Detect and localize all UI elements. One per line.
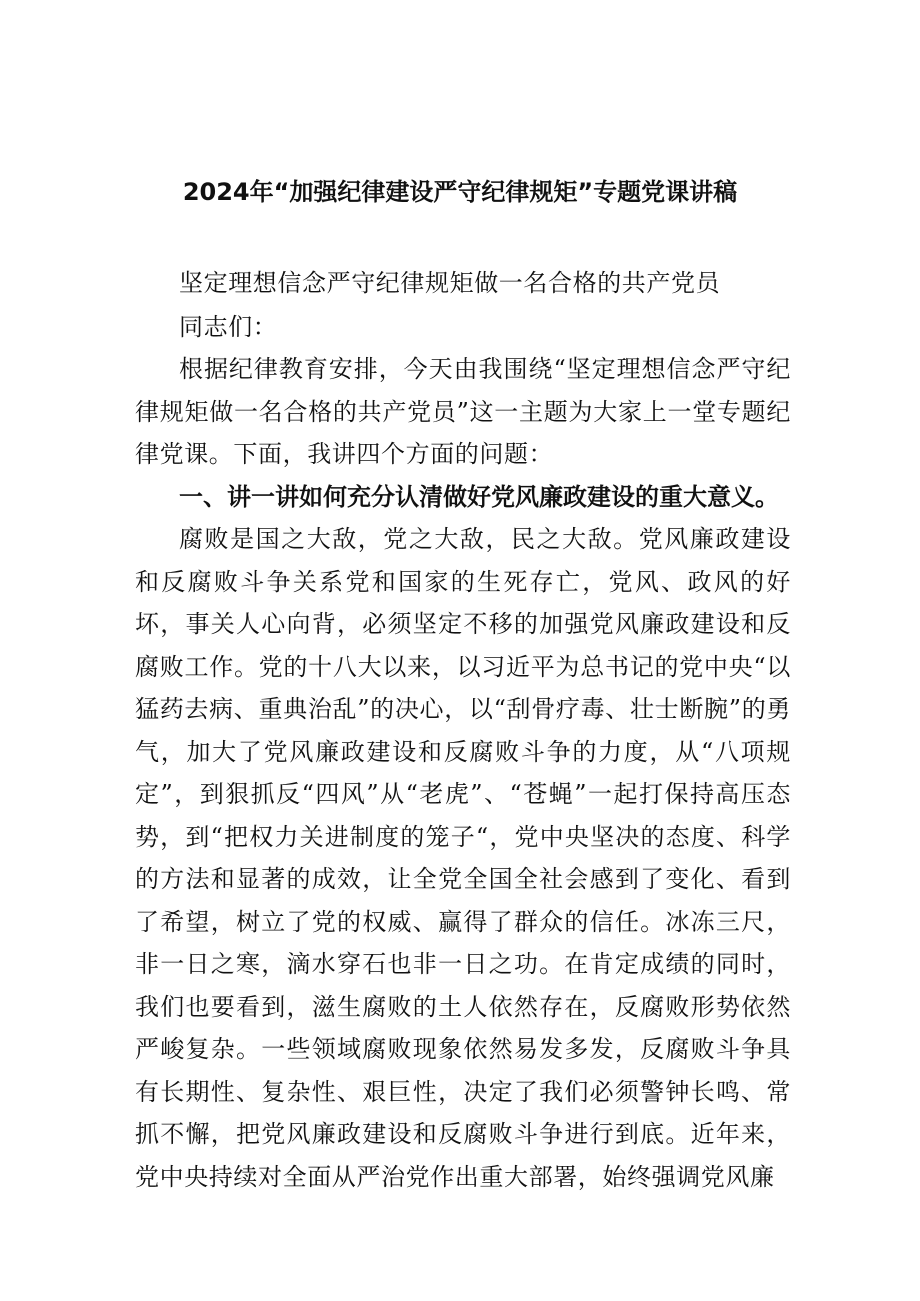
- speech-subtitle: 坚定理想信念严守纪律规矩做一名合格的共产党员: [179, 269, 721, 297]
- section-heading-1: 一、讲一讲如何充分认清做好党风廉政建设的重大意义。: [179, 483, 779, 511]
- document-title: 2024年“加强纪律建设严守纪律规矩”专题党课讲稿: [182, 178, 738, 206]
- salutation: 同志们：: [179, 313, 278, 341]
- body-paragraph: 腐败是国之大敌，党之大敌，民之大敌。党风廉政建设和反腐败斗争关系党和国家的生死存亡，党风、政风的好坏，事关人心向背，必须坚定不移的加强党风廉政建设和反腐败工作。党的十八大以来，以习近平为总书记的党中央“以猛药去病、重典治乱”的决心，以“刮骨疗毒、壮士断腕”的勇气，加大了党风廉政建设和反腐败斗争的力度，从“八项规定”，到狠抓反“四风”从“老虎”、“苍蝇”一起打保持高压态势，到“把权力关进制度的笼子“，党中央坚决的态度、科学的方法和显著的成效，让全党全国全社会感到了变化、看到了希望，树立了党的权威、赢得了群众的信任。冰冻三尺，非一日之寒，滴水穿石也非一日之功。在肯定成绩的同时，我们也要看到，滋生腐败的土人依然存在，反腐败形势依然严峻复杂。一些领域腐败现象依然易发多发，反腐败斗争具有长期性、复杂性、艰巨性，决定了我们必须警钟长鸣、常抓不懈，把党风廉政建设和反腐败斗争进行到底。近年来，党中央持续对全面从严治党作出重大部署，始终强调党风廉: [135, 525, 791, 1191]
- intro-paragraph: 根据纪律教育安排，今天由我围绕“坚定理想信念严守纪律规矩做一名合格的共产党员”这一主题为大家上一堂专题纪律党课。下面，我讲四个方面的问题：: [135, 355, 791, 468]
